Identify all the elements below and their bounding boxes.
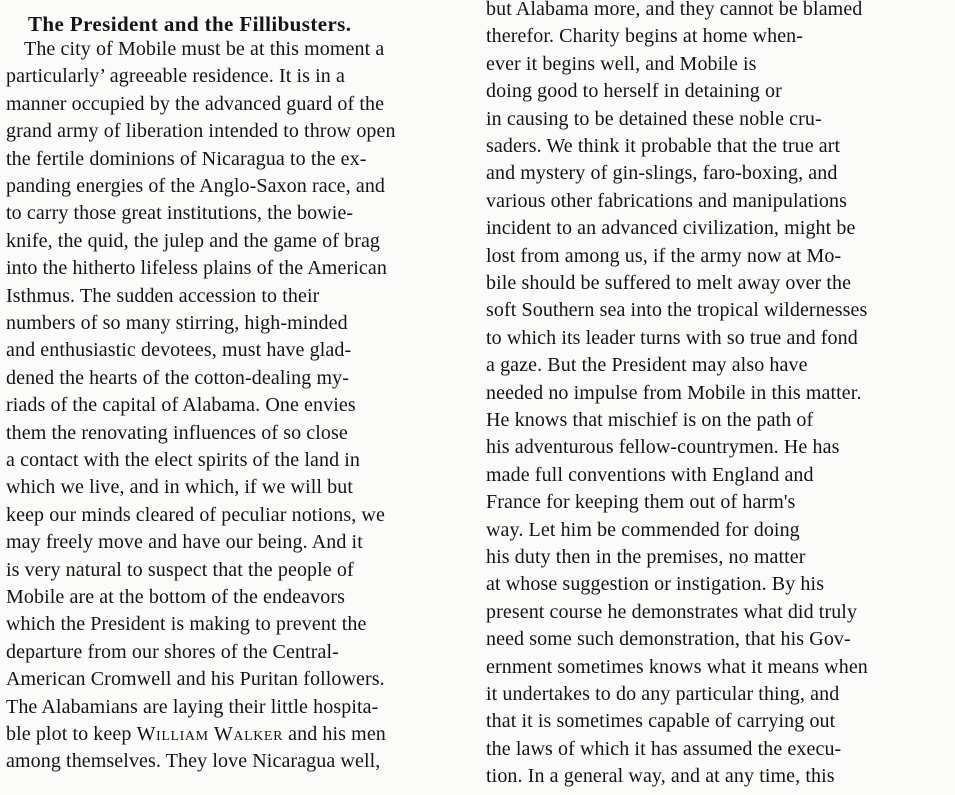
text-line: He knows that mischief is on the path of (486, 409, 814, 431)
text-line: among themselves. They love Nicaragua well, (6, 750, 381, 773)
text-line: grand army of liberation intended to throw open (6, 120, 396, 143)
text-line: incident to an advanced civilization, might be (486, 217, 856, 240)
text-line: in causing to be detained these noble cru- (486, 107, 822, 130)
text-line: numbers of so many stirring, high-minded (6, 312, 348, 334)
text-line: and enthusiastic devotees, must have glad- (6, 339, 352, 362)
text-line: France for keeping them out of harm's (486, 491, 796, 514)
text-line: lost from among us, if the army now at Mo- (486, 244, 842, 267)
text-line: tion. In a general way, and at any time, this (486, 765, 835, 788)
text-line: at whose suggestion or instigation. By his (486, 573, 825, 596)
text-line: ernment sometimes knows what it means when (486, 655, 868, 678)
text-line: a gaze. But the President may also have (486, 354, 808, 377)
text-line: and mystery of gin-slings, faro-boxing, and (486, 162, 838, 185)
text-line: his adventurous fellow-countrymen. He has (486, 436, 840, 459)
text-line: Isthmus. The sudden accession to their (6, 284, 320, 307)
text-line: manner occupied by the advanced guard of the (6, 92, 385, 115)
text-line: soft Southern sea into the tropical wildernesses (486, 299, 868, 322)
text-line: doing good to herself in detaining or (486, 80, 782, 103)
text-line: to which its leader turns with so true and fond (486, 326, 858, 349)
text-line: The city of Mobile must be at this moment a (24, 38, 385, 60)
text-line: it undertakes to do any particular thing, and (486, 683, 840, 705)
text-line: them the renovating influences of so close (6, 421, 348, 444)
text-line: which the President is making to prevent the (6, 613, 367, 636)
text-line: ever it begins well, and Mobile is (486, 52, 757, 75)
text-line: into the hitherto lifeless plains of the American (6, 257, 387, 280)
text-line: American Cromwell and his Puritan followers. (6, 668, 385, 691)
text-line: dened the hearts of the cotton-dealing my- (6, 366, 349, 389)
right-column (486, 0, 938, 795)
text-line: made full conventions with England and (486, 463, 814, 486)
text-line: riads of the capital of Alabama. One envies (6, 394, 356, 417)
text-line: bile should be suffered to melt away over the (486, 272, 852, 294)
text-line (6, 721, 386, 747)
text-line: to carry those great institutions, the bowie- (6, 202, 354, 225)
text-line: present course he demonstrates what did truly (486, 600, 858, 623)
text-line: saders. We think it probable that the true art (486, 135, 841, 157)
text-line: various other fabrications and manipulations (486, 189, 847, 212)
text-line: that it is sometimes capable of carrying out (486, 710, 836, 733)
text-line: his duty then in the premises, no matter (486, 546, 806, 568)
headline: The President and the Fillibusters. (28, 12, 352, 36)
text-line: which we live, and in which, if we will but (6, 476, 354, 499)
text-line: panding energies of the Anglo-Saxon race, and (6, 175, 386, 197)
text-line: the laws of which it has assumed the execu- (486, 737, 842, 760)
text-line: needed no impulse from Mobile in this matter. (486, 381, 862, 404)
text-line: the fertile dominions of Nicaragua to the ex- (6, 147, 367, 170)
person-name: William Walker (136, 723, 284, 745)
text-line: particularly’ agreeable residence. It is in a (6, 65, 345, 88)
text-segment: ble plot to keep (6, 723, 132, 745)
text-line: may freely move and have our being. And it (6, 531, 363, 554)
text-line: Mobile are at the bottom of the endeavors (6, 586, 345, 608)
text-line: departure from our shores of the Central- (6, 640, 339, 663)
text-line: way. Let him be commended for doing (486, 518, 800, 541)
text-line: knife, the quid, the julep and the game of brag (6, 229, 381, 252)
text-line: but Alabama more, and they cannot be blamed (486, 0, 863, 20)
text-line: The Alabamians are laying their little hospita- (6, 695, 379, 718)
text-line: is very natural to suspect that the people of (6, 558, 354, 581)
text-line: therefor. Charity begins at home when- (486, 25, 804, 48)
text-line: need some such demonstration, that his Gov- (486, 628, 851, 651)
text-line: keep our minds cleared of peculiar notions, we (6, 503, 385, 526)
text-line: a contact with the elect spirits of the land in (6, 449, 361, 471)
left-column (6, 0, 458, 795)
text-segment: and his men (288, 723, 386, 745)
